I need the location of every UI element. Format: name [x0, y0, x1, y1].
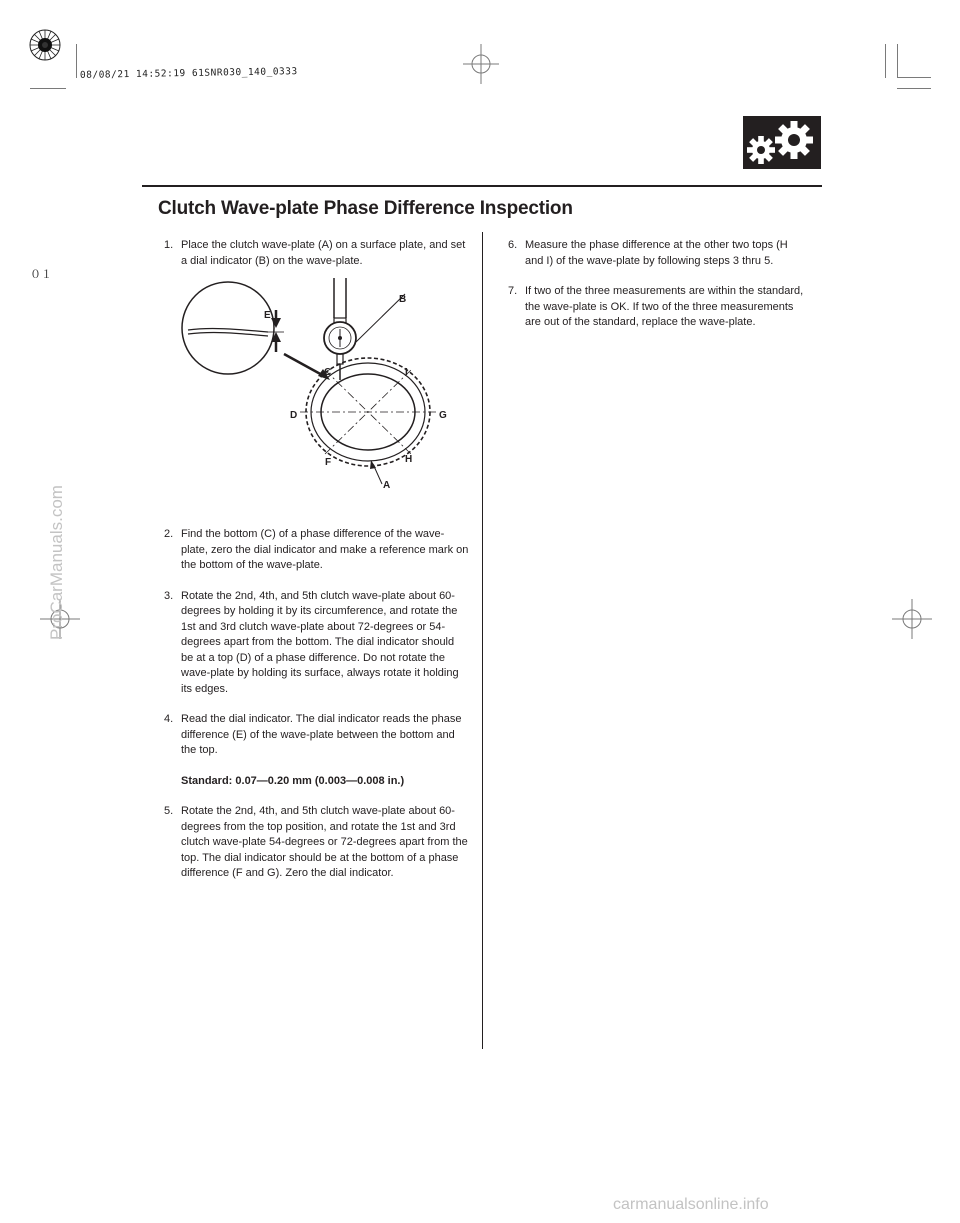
crop-mark	[885, 44, 886, 78]
crosshair-mark-icon	[892, 599, 932, 639]
registration-target-icon	[28, 28, 62, 62]
crop-mark	[76, 44, 77, 78]
callout-d: D	[290, 410, 298, 421]
step-number: 7.	[508, 285, 518, 297]
wave-plate-figure	[180, 272, 470, 497]
step-text: If two of the three measurements are within the standard, the wave-plate is OK. If two of the three measurements are out of the standard, replace the wave-plate.	[525, 285, 804, 328]
callout-e: E	[264, 310, 271, 321]
step-text: Rotate the 2nd, 4th, and 5th clutch wave-plate about 60-degrees from the top position, and rotate the 1st and 3rd clutch wave-plate 54-degrees or 72-degrees apart from the top. The dial indicator should be at the bottom of a phase difference (F and G). Zero the dial indicator.	[181, 805, 468, 879]
standard-spec: Standard: 0.07—0.20 mm (0.003—0.008 in.)	[181, 774, 405, 787]
step-number: 2.	[164, 528, 174, 540]
step-7	[508, 284, 808, 331]
watermark-text: ProCarManuals.com	[47, 485, 66, 640]
callout-g: G	[439, 410, 447, 421]
figure-drawing	[180, 272, 470, 497]
step-5	[164, 804, 469, 882]
print-stamp: 08/08/21 14:52:19 61SNR030_140_0333	[79, 66, 298, 81]
step-number: 5.	[164, 805, 174, 817]
crop-mark	[897, 77, 931, 78]
step-4	[164, 712, 469, 759]
step-number: 6.	[508, 239, 518, 251]
right-column	[508, 238, 808, 331]
step-text: Place the clutch wave-plate (A) on a surface plate, and set a dial indicator (B) on the wave-plate.	[181, 239, 466, 267]
step-number: 4.	[164, 713, 174, 725]
step-1	[164, 238, 469, 269]
step-number: 3.	[164, 589, 174, 602]
watermark-carmanualsonline: carmanualsonline.info	[613, 1196, 769, 1213]
page-title: Clutch Wave-plate Phase Difference Inspection	[158, 198, 573, 219]
step-text: Measure the phase difference at the other two tops (H and I) of the wave-plate by following steps 3 thru 5.	[525, 239, 788, 267]
callout-i: I	[405, 367, 408, 378]
callout-a: A	[383, 480, 391, 491]
step-2	[164, 527, 469, 574]
crosshair-mark-icon	[463, 44, 499, 84]
step-number: 1.	[164, 239, 174, 251]
callout-c: C	[324, 367, 332, 378]
crop-mark	[30, 88, 66, 89]
crop-mark	[897, 88, 931, 89]
callout-h: H	[405, 454, 413, 465]
step-text: Read the dial indicator. The dial indicator reads the phase difference (E) of the wave-plate between the bottom and the top.	[181, 713, 462, 756]
step-6	[508, 238, 808, 269]
column-divider	[482, 232, 483, 1049]
header-rule	[142, 185, 822, 187]
callout-f: F	[325, 457, 332, 468]
crop-mark	[897, 44, 898, 78]
gears-icon	[743, 116, 821, 169]
page-tag: ０１	[30, 268, 52, 281]
step-3	[164, 589, 469, 698]
step-text: Find the bottom (C) of a phase difference of the wave-plate, zero the dial indicator and make a reference mark on the bottom of the wave-plate.	[181, 528, 469, 571]
callout-b: B	[399, 294, 407, 305]
step-text: Rotate the 2nd, 4th, and 5th clutch wave-plate about 60-degrees by holding it by its circumference, and rotate the 1st and 3rd clutch wave-plate about 72-degrees or 54-degrees apart from the bottom. The dial indicator should be at a top (D) of a phase difference. Do not rotate the wave-plate by holding its surface, always rotate it holding its edges.	[181, 589, 459, 695]
